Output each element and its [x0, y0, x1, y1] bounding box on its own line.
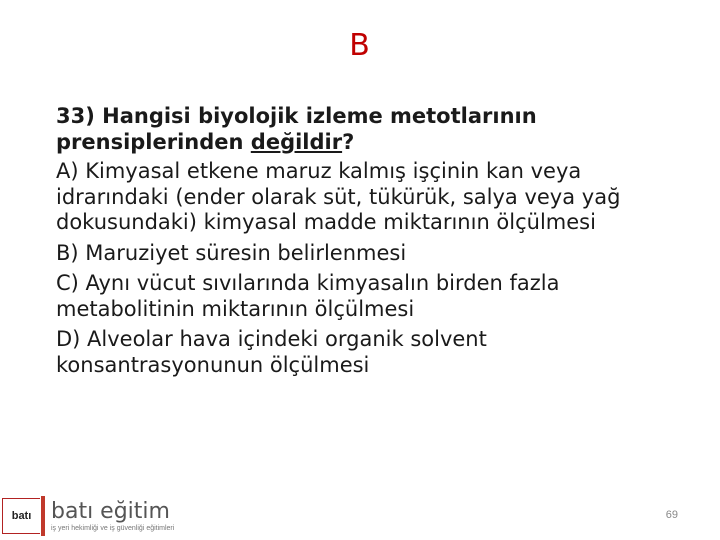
logo-brand-name: batı eğitim [51, 498, 170, 524]
question-underlined-word: değildir [250, 129, 343, 154]
option-b: B) Maruziyet süresin belirlenmesi [56, 240, 407, 265]
slide-title: B [349, 28, 371, 63]
question-content [56, 104, 676, 383]
option-d: D) Alveolar hava içindeki organik solvent konsantrasyonunun ölçülmesi [56, 327, 487, 377]
company-logo [2, 496, 174, 536]
question-text-start: 33) Hangisi biyolojik izleme metotlarının prensiplerinden [56, 104, 537, 154]
question-text-end: ? [342, 129, 355, 154]
logo-accent-bar [41, 496, 45, 536]
option-c: C) Aynı vücut sıvılarında kimyasalın birden fazla metabolitinin miktarının ölçülmesi [56, 271, 560, 321]
page-number: 69 [665, 509, 678, 521]
question-text [56, 104, 676, 155]
logo-mark: batı [2, 498, 40, 534]
logo-text [51, 500, 174, 533]
option-a: A) Kimyasal etkene maruz kalmış işçinin kan veya idrarındaki (ender olarak süt, tükürük, salya veya yağ dokusundaki) kimyasal madde miktarının ölçülmesi [56, 159, 621, 234]
logo-tagline: iş yeri hekimliği ve iş güvenliği eğitimleri [51, 524, 175, 532]
